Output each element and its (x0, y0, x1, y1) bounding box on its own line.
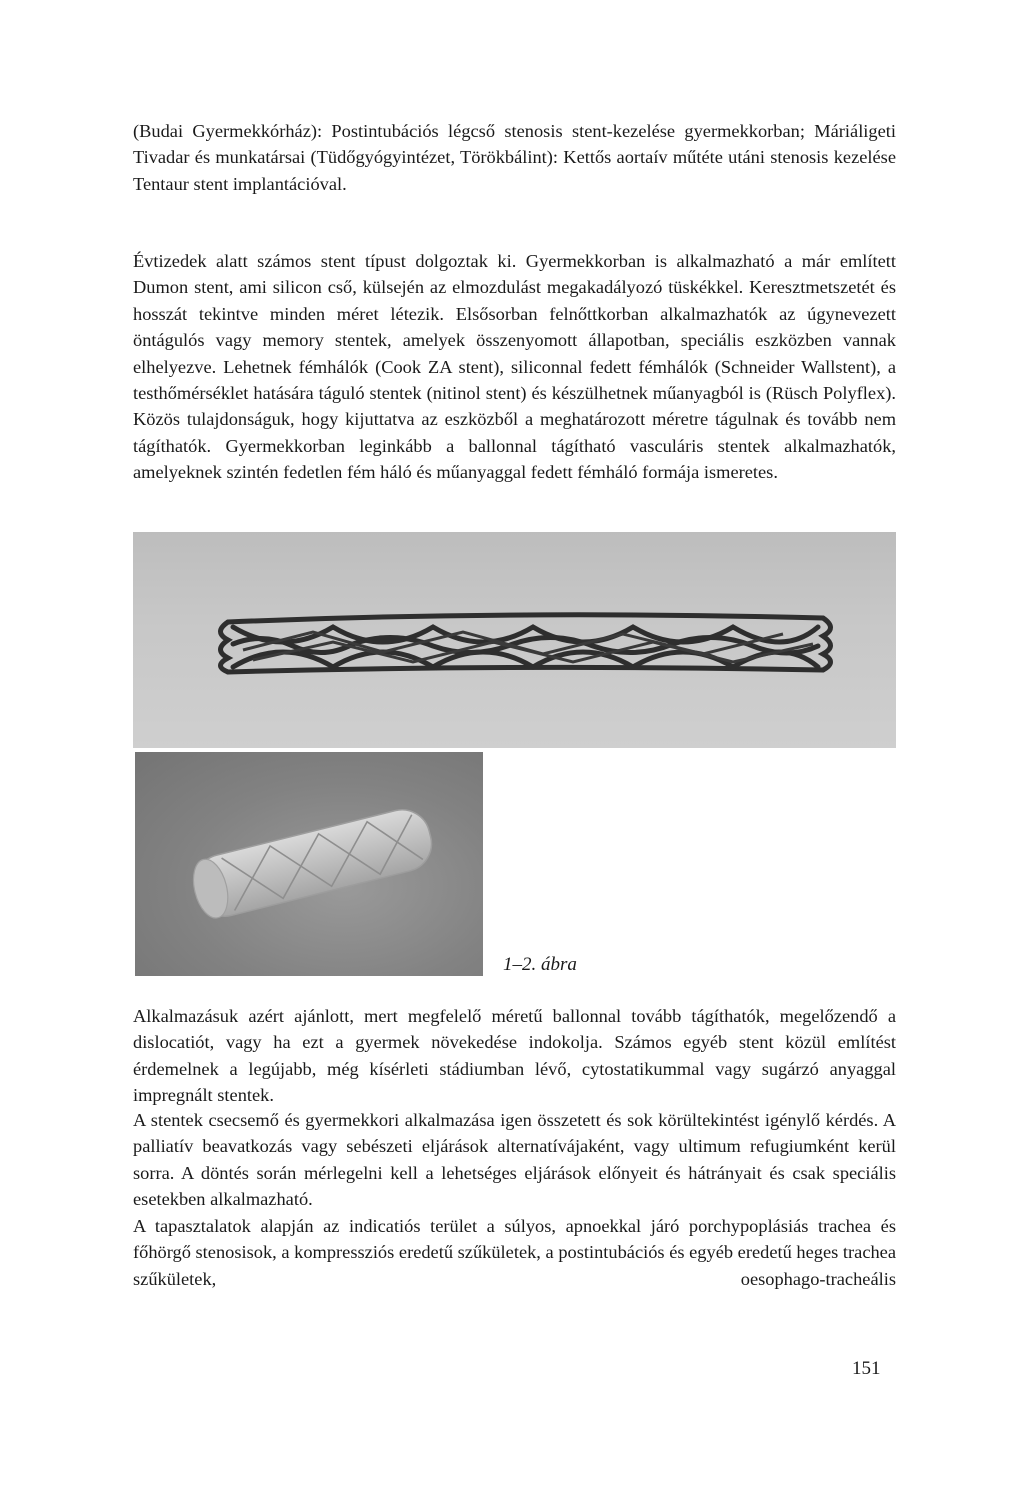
paragraph-indications: A tapasztalatok alapján az indicatiós terület a súlyos, apnoekkal járó porchypoplásiás trachea és főhörgő stenosisok, a kompressziós eredetű szűkületek, a postintubációs és egyéb eredetű heges trachea szűkületek, oesophago-tracheális (133, 1216, 896, 1289)
paragraph-references: (Budai Gyermekkórház): Postintubációs légcső stenosis stent-kezelése gyermekkorban; Máriáligeti Tivadar és munkatársai (Tüdőgyógyintézet, Törökbálint): Kettős aortaív műtéte utáni stenosis kezelése Tentaur stent implantációval. (133, 121, 896, 194)
figure-covered-stent-photo (135, 752, 483, 976)
paragraph-complexity: A stentek csecsemő és gyermekkori alkalmazása igen összetett és sok körültekintést igénylő kérdés. A palliatív beavatkozás vagy sebészeti eljárások alternatívájaként, vagy ultimum refugiumként kerül sorra. A döntés során mérlegelni kell a lehetséges eljárások előnyeit és hátrányait és csak speciális esetekben alkalmazható. (133, 1110, 896, 1210)
paragraph-stent-types: Évtizedek alatt számos stent típust dolgoztak ki. Gyermekkorban is alkalmazható a már említett Dumon stent, ami silicon cső, külsején az elmozdulást megakadályozó tüskékkel. Keresztmetszetét és hosszát tekintve minden méret létezik. Elsősorban felnőttkorban alkalmazhatók az úgynevezett öntágulós vagy memory stentek, amelyek összenyomott állapotban, speciális eszközben vannak elhelyezve. Lehetnek fémhálók (Cook ZA stent), siliconnal fedett fémhálók (Schneider Wallstent), a testhőmérséklet hatására táguló stentek (nitinol stent) és készülhetnek műanyagból is (Rüsch Polyflex). Közös tulajdonságuk, hogy kijuttatva az eszközből a meghatározott méretre tágulnak és tovább nem tágíthatók. Gyermekkorban leginkább a ballonnal tágítható vasculáris stentek alkalmazhatók, amelyeknek szintén fedetlen fém háló és műanyaggal fedett fémháló formája ismeretes. (133, 251, 896, 483)
figure-caption: 1–2. ábra (503, 954, 577, 975)
page-number: 151 (852, 1358, 881, 1379)
figure-metal-mesh-stent-photo (133, 532, 896, 748)
covered-stent-image (135, 752, 483, 976)
paragraph-application: Alkalmazásuk azért ajánlott, mert megfelelő méretű ballonnal tovább tágíthatók, megelőzendő a dislocatiót, vagy ha ezt a gyermek növekedése indokolja. Számos egyéb stent közül említést érdemelnek a legújabb, még kísérleti stádiumban lévő, cytostatikummal vagy sugárzó anyaggal impregnált stentek. (133, 1006, 896, 1106)
metal-mesh-stent-image (133, 532, 896, 748)
